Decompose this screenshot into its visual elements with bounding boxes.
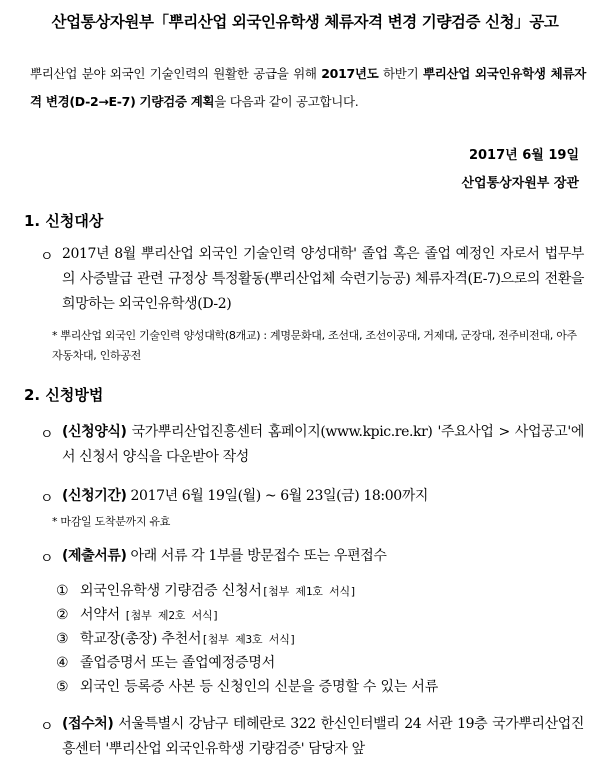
notice-title: 산업통상자원부「뿌리산업 외국인유학생 체류자격 변경 기량검증 신청」공고 (51, 13, 559, 31)
intro-text-1: 뿌리산업 분야 외국인 기술인력의 원활한 공급을 위해 (30, 66, 322, 81)
section-heading-method: 2. 신청방법 (24, 386, 104, 404)
doc-item-number: ② (56, 607, 69, 623)
doc-item-number: ⑤ (56, 679, 69, 695)
bullet-marker: ㅇ (40, 427, 54, 443)
doc-item-ref: [첨부 제1호 서식] (261, 585, 357, 598)
docs-text: 아래 서류 각 1부를 방문접수 또는 우편접수 (126, 548, 387, 564)
notice-issuer: 산업통상자원부 장관 (461, 176, 579, 191)
bullet-marker: ㅇ (40, 491, 54, 507)
doc-item-number: ③ (56, 631, 69, 647)
office-paragraph (62, 712, 584, 762)
doc-item (56, 580, 356, 600)
eligibility-text: 2017년 8월 뿌리산업 외국인 기술인력 양성대학' 졸업 혹은 졸업 예정인 자로서 법무부의 사증발급 관련 규정상 특정활동(뿌리산업체 숙련기능공) 체류자격(E-7)으로의 전환을 희망하는 외국인유학생(D-2) (62, 246, 584, 312)
intro-bold-year: 2017년도 (321, 66, 379, 81)
section-heading-eligibility: 1. 신청대상 (24, 212, 104, 230)
docs-paragraph (62, 544, 584, 569)
period-paragraph (62, 484, 584, 509)
doc-item (56, 628, 296, 648)
doc-item-number: ④ (56, 655, 69, 671)
period-text: 2017년 6월 19일(월) ~ 6월 23일(금) 18:00까지 (126, 488, 428, 504)
doc-item-ref: [첨부 제3호 서식] (201, 633, 297, 646)
office-label: (접수처) (62, 716, 114, 732)
doc-item-text: 서약서 (80, 607, 125, 623)
doc-item-text: 졸업증명서 또는 졸업예정증명서 (80, 655, 276, 671)
eligibility-note: * 뿌리산업 외국인 기술인력 양성대학(8개교) : 계명문화대, 조선대, 조선이공대, 거제대, 군장대, 전주비전대, 아주자동차대, 인하공전 (52, 329, 577, 362)
doc-item-ref: [첨부 제2호 서식] (124, 609, 219, 622)
form-paragraph (62, 420, 584, 470)
doc-item-text: 외국인유학생 기량검증 신청서 (80, 583, 262, 599)
doc-item (56, 604, 219, 624)
intro-text-3: 을 다음과 같이 공고합니다. (214, 94, 359, 109)
period-label: (신청기간) (62, 488, 127, 504)
bullet-marker: ㅇ (40, 249, 54, 265)
doc-item (56, 676, 438, 696)
form-text: 국가뿌리산업진흥센터 홈페이지(www.kpic.re.kr) '주요사업 > 사업공고'에서 신청서 양식을 다운받아 작성 (62, 424, 584, 465)
bullet-marker: ㅇ (40, 719, 54, 735)
doc-item-text: 외국인 등록증 사본 등 신청인의 신분을 증명할 수 있는 서류 (80, 679, 439, 695)
docs-label: (제출서류) (62, 548, 127, 564)
period-note: * 마감일 도착분까지 유효 (52, 515, 171, 528)
doc-item-number: ① (56, 583, 69, 599)
intro-text-2: 하반기 (378, 66, 423, 81)
intro-paragraph (30, 60, 586, 116)
intro-bold-plan: 뿌리산업 외국인유학생 체류자격 변경(D-2→E-7) 기량검증 계획 (30, 66, 586, 109)
doc-item (56, 652, 275, 672)
notice-date: 2017년 6월 19일 (468, 148, 579, 163)
office-text: 서울특별시 강남구 테헤란로 322 한신인터밸리 24 서관 19층 국가뿌리산업진흥센터 '뿌리산업 외국인유학생 기량검증' 담당자 앞 (62, 716, 584, 757)
form-label: (신청양식) (62, 424, 127, 440)
bullet-marker: ㅇ (40, 551, 54, 567)
doc-item-text: 학교장(총장) 추천서 (80, 631, 202, 647)
